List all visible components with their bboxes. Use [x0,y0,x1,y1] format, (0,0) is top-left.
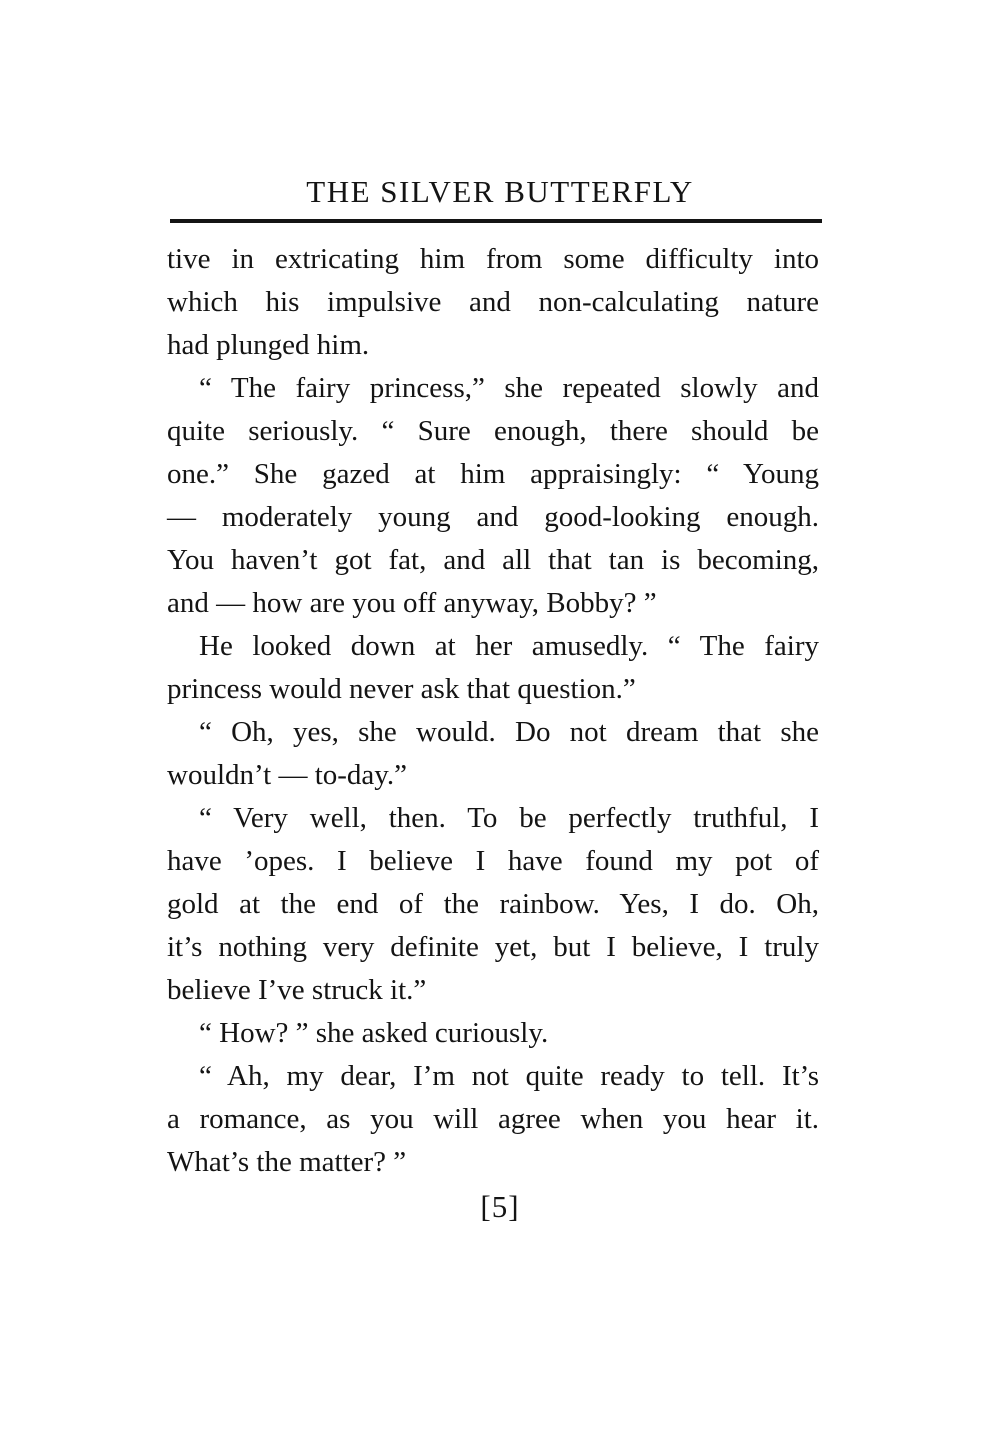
paragraph-6 [167,1012,819,1055]
text-line: He looked down at her amusedly. “ The fairy [199,630,819,662]
body-text [167,238,819,1184]
text-line: — moderately young and good-looking enough. [167,501,819,533]
text-line: it’s nothing very definite yet, but I believe, I truly [167,931,819,963]
paragraph-4 [167,711,819,797]
text-line: believe I’ve struck it.” [167,974,427,1006]
paragraph-7 [167,1055,819,1184]
text-line: wouldn’t — to-day.” [167,759,408,791]
text-line: and — how are you off anyway, Bobby? ” [167,587,657,619]
text-line: What’s the matter? ” [167,1146,407,1178]
paragraph-5 [167,797,819,1012]
text-line: had plunged him. [167,329,370,361]
text-line: “ The fairy princess,” she repeated slowly and [199,372,819,404]
running-head: THE SILVER BUTTERFLY [306,174,694,209]
text-line: quite seriously. “ Sure enough, there should be [167,415,819,447]
text-line: one.” She gazed at him appraisingly: “ Young [167,458,819,490]
text-line: “ Ah, my dear, I’m not quite ready to tell. It’s [199,1060,819,1092]
text-line: You haven’t got fat, and all that tan is becoming, [167,544,819,576]
paragraph-2 [167,367,819,625]
text-line: princess would never ask that question.” [167,673,636,705]
text-line: tive in extricating him from some difficulty into [167,243,819,275]
text-line: “ Oh, yes, she would. Do not dream that she [199,716,819,748]
header-rule [170,219,822,223]
page-number: [5] [480,1189,520,1224]
text-line: gold at the end of the rainbow. Yes, I do. Oh, [167,888,819,920]
text-line: a romance, as you will agree when you hear it. [167,1103,819,1135]
text-line: have ’opes. I believe I have found my pot of [167,845,819,877]
text-line: “ Very well, then. To be perfectly truthful, I [199,802,819,834]
text-line: which his impulsive and non-calculating nature [167,286,819,318]
paragraph-1 [167,238,819,367]
text-line: “ How? ” she asked curiously. [199,1017,549,1049]
paragraph-3 [167,625,819,711]
